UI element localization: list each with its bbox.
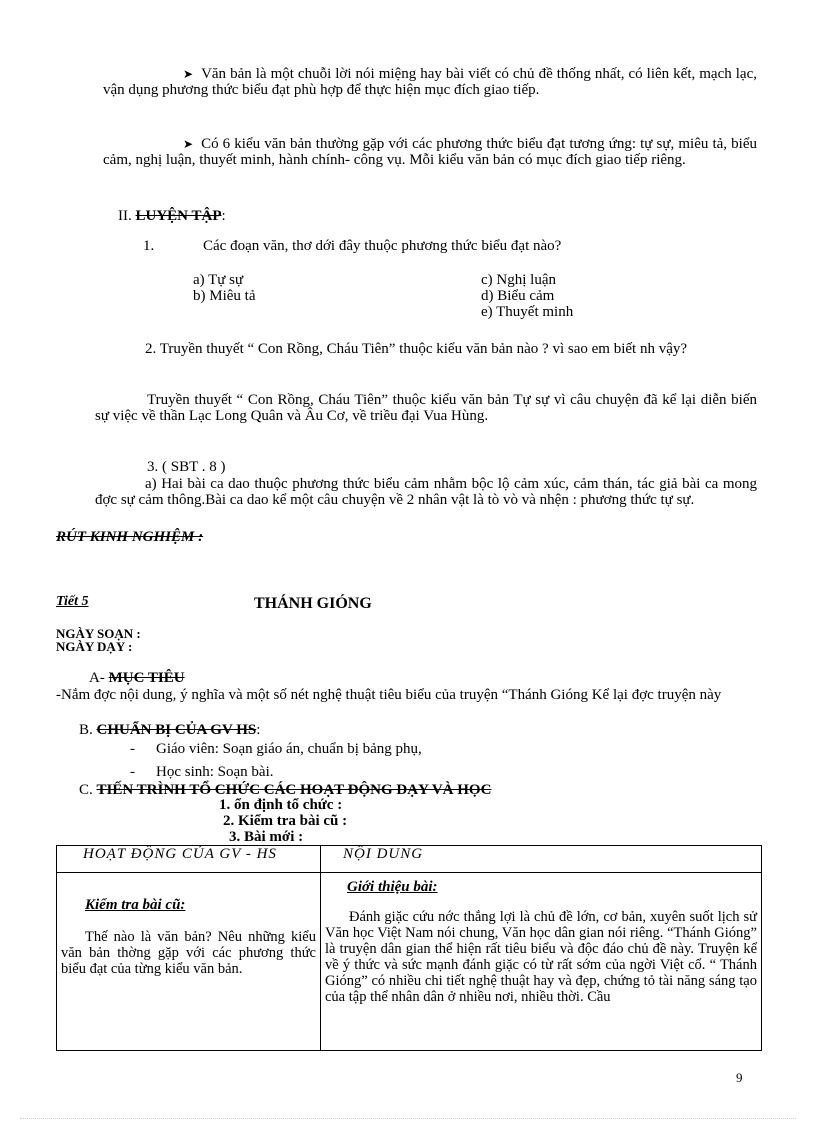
lesson-period: Tiết 5 [56, 594, 89, 609]
left-heading: Kiểm tra bài cũ: [85, 897, 186, 913]
page-number: 9 [736, 1070, 743, 1085]
bullet1-text: Văn bản là một chuỗi lời nói miệng hay bài viết có chủ đề thống nhất, có liên kết, mạch lạc, vận dụng phương thức biểu đạt phù hợp để thực hiện mục đích giao tiếp. [103, 66, 757, 98]
section-a-text: -Nắm đợc nội dung, ý nghĩa và một số nét nghệ thuật tiêu biểu của truyện “Thánh Gióng Kể lại đợc truyện này [56, 687, 722, 703]
lesson-steps [219, 797, 347, 845]
option-a: a) Tự sự [193, 272, 244, 288]
lesson-title: THÁNH GIÓNG [254, 595, 372, 612]
section-c-prefix: C. [79, 782, 93, 798]
table-header-content [321, 846, 762, 873]
left-text: Thế nào là văn bản? Nêu những kiểu văn bản thờng gặp với các phương thức biểu đạt của từng kiểu văn bản. [61, 929, 316, 977]
table-header-activities [57, 846, 321, 873]
rut-kinh-nghiem-heading: RÚT KINH NGHIỆM : [56, 529, 204, 545]
section-b-item-1: - Giáo viên: Soạn giáo án, chuẩn bị bảng phụ, [130, 741, 422, 757]
option-c: c) Nghị luận [481, 272, 556, 288]
section-b-item-1-text: Giáo viên: Soạn giáo án, chuẩn bị bảng phụ, [156, 741, 422, 757]
option-b: b) Miêu tả [193, 288, 256, 304]
answer-2: Truyền thuyết “ Con Rồng, Cháu Tiên” thuộc kiểu văn bản Tự sự vì câu chuyện đã kể lại diễn biến sự việc về thần Lạc Long Quân và Âu Cơ, về triều đại Vua Hùng. [95, 392, 757, 424]
answer-3: a) Hai bài ca dao thuộc phương thức biểu cảm nhằm bộc lộ cảm xúc, cảm thán, tác giả bài ca mong đợc sự cảm thông.Bài ca dao kể một câu chuyện về 2 nhân vật là tò vò và nhện : phương thức tự sự. [95, 476, 757, 508]
section-b-prefix: B. [79, 722, 93, 738]
bullet-paragraph-2 [103, 136, 757, 168]
footer-divider [20, 1118, 796, 1119]
section-a-heading [89, 670, 185, 687]
table-header-content-text: NỘI DUNG [343, 846, 424, 862]
section-b-heading [79, 722, 260, 739]
right-heading: Giới thiệu bài: [347, 879, 438, 895]
step-1: 1. ổn định tổ chức : [219, 797, 343, 813]
section-b-title: CHUẨN BỊ CỦA GV HS [96, 722, 257, 738]
question-1 [143, 238, 561, 255]
section-a-prefix: A- [89, 670, 105, 686]
section-c-title: TIẾN TRÌNH TỔ CHỨC CÁC HOẠT ĐỘNG DẠY VÀ HỌC [96, 782, 492, 798]
options-right [481, 272, 573, 320]
question-3: 3. ( SBT . 8 ) [147, 459, 226, 475]
step-3: 3. Bài mới : [229, 829, 304, 845]
lesson-table [56, 845, 762, 1051]
ngay-soan: NGÀY SOẠN : [56, 626, 141, 641]
q1-number: 1. [143, 238, 155, 254]
q1-text: Các đoạn văn, thơ dới đây thuộc phương thức biểu đạt nào? [203, 238, 562, 254]
section-b-item-2-text: Học sinh: Soạn bài. [156, 764, 274, 780]
option-d: d) Biểu cảm [481, 288, 555, 304]
table-cell-activities [57, 873, 321, 1051]
section-b-item-2: - Học sinh: Soạn bài. [130, 764, 274, 780]
right-text: Đánh giặc cứu nớc thắng lợi là chủ đề lớn, cơ bản, xuyên suốt lịch sử Văn học Việt Nam nói chung, Văn học dân gian nói riêng. “Thánh Gióng” là truyện dân gian thể hiện rất tiêu biểu và độc đáo chủ đề này. Truyện kể về ý thức và sức mạnh đánh giặc có từ rất sớm của ngời Việt cổ. “ Thánh Gióng” có nhiều chi tiết nghệ thuật hay và đẹp, chứng tỏ tài năng sáng tạo của tập thể nhân dân ở nhiều nơi, nhiều thời. Cầu [325, 909, 757, 1005]
practice-heading [118, 208, 226, 225]
practice-title: LUYỆN TẬP [135, 208, 222, 224]
option-e: e) Thuyết minh [481, 304, 574, 320]
section-b-colon: : [256, 722, 261, 738]
table-header-activities-text: HOẠT ĐỘNG CỦA GV - HS [83, 846, 277, 862]
bullet-paragraph-1 [103, 66, 757, 98]
options-left [193, 272, 255, 304]
arrow-bullet-icon [183, 66, 201, 82]
step-2: 2. Kiểm tra bài cũ : [223, 813, 348, 829]
practice-colon: : [221, 208, 226, 224]
section-a-title: MỤC TIÊU [108, 670, 185, 686]
ngay-day: NGÀY DẠY : [56, 639, 133, 654]
bullet2-text: Có 6 kiểu văn bản thường gặp với các phương thức biểu đạt tương ứng: tự sự, miêu tả, biểu cảm, nghị luận, thuyết minh, hành chính- công vụ. Mỗi kiểu văn bản có mục đích giao tiếp riêng. [103, 136, 757, 168]
question-2: 2. Truyền thuyết “ Con Rồng, Cháu Tiên” thuộc kiểu văn bản nào ? vì sao em biết nh vậy? [145, 341, 688, 357]
arrow-bullet-icon [183, 136, 201, 152]
practice-numeral: II. [118, 208, 132, 224]
table-cell-content [321, 873, 762, 1051]
lesson-dates [56, 627, 141, 653]
